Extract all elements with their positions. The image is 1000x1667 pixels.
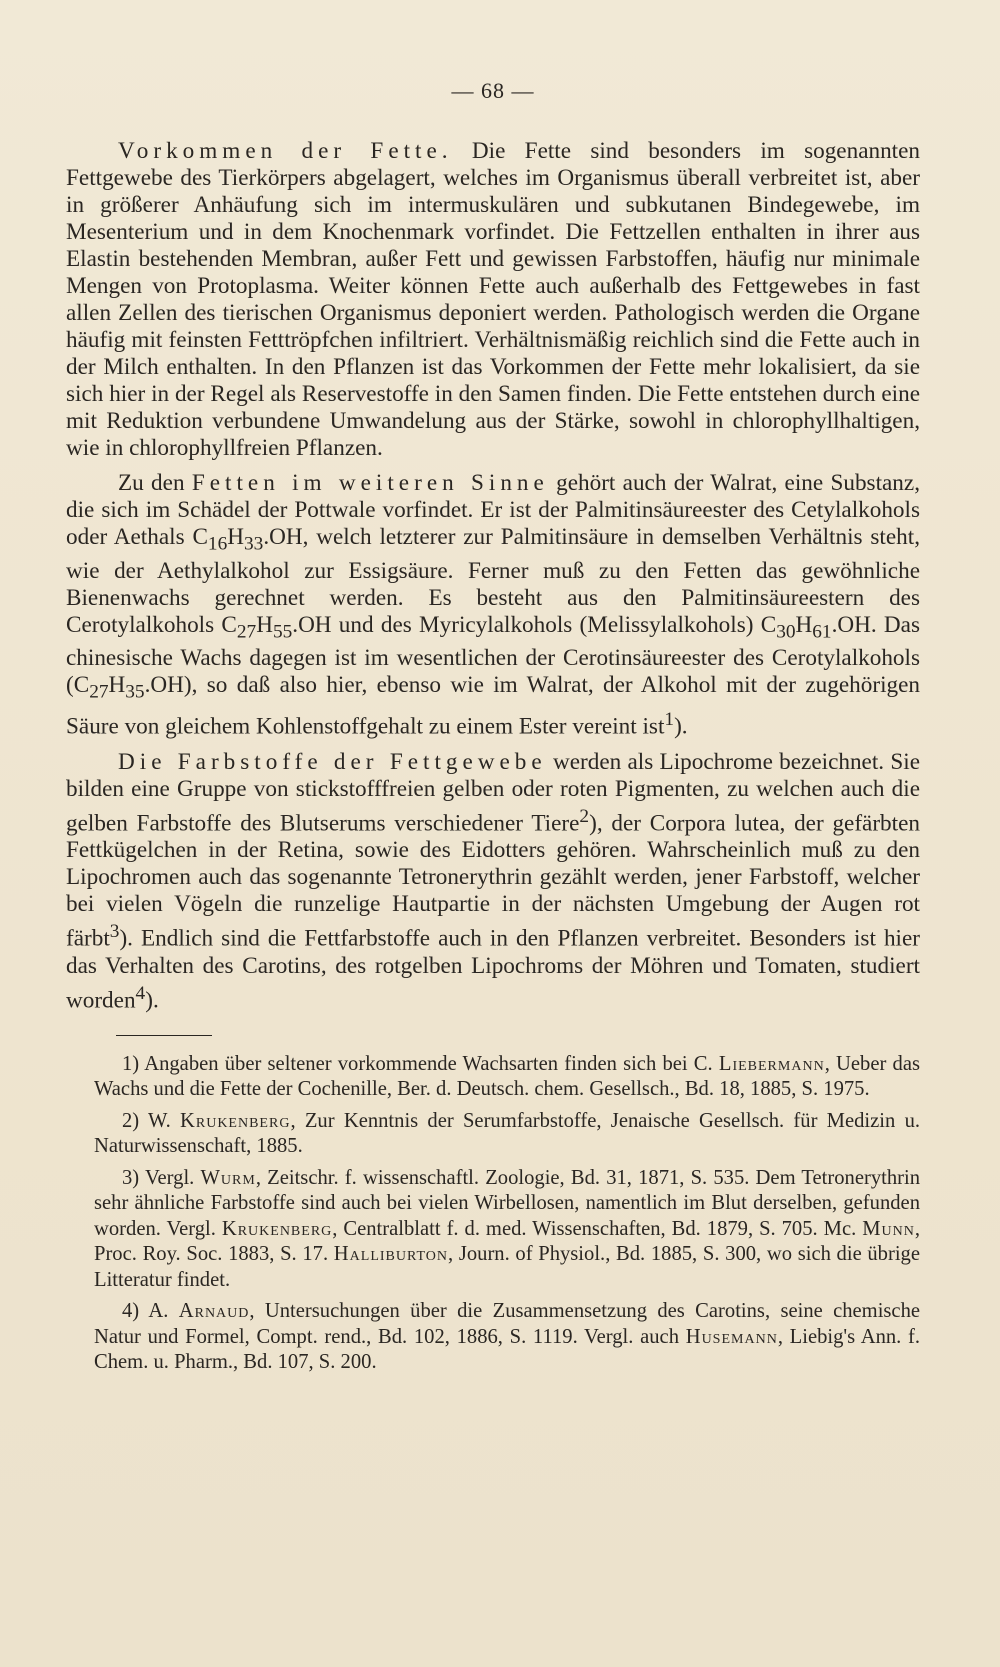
paragraph-text: H xyxy=(227,524,244,550)
formula-subscript: 27 xyxy=(236,621,257,643)
footnote-reference: 2 xyxy=(579,805,590,827)
author-name: Wurm xyxy=(200,1166,256,1189)
footnote-mark: 2) xyxy=(122,1109,149,1132)
author-name: Halliburton xyxy=(333,1243,449,1266)
formula-subscript: 33 xyxy=(244,533,264,555)
footnote-text: , Untersuchungen über die Zusammensetzung des Carotins, seine chemische Natur und Formel, Compt. rend., Bd. 102, 1886, S. 1119. Vergl. auch xyxy=(94,1300,921,1348)
footnote-mark: 1) xyxy=(122,1052,145,1075)
footnote-reference: 4 xyxy=(135,983,146,1005)
paragraph-text: Zu den xyxy=(118,470,192,496)
paragraph-farbstoffe xyxy=(66,749,920,1015)
footnote-text: , Ueber das Wachs und die Fette der Cochenille, Ber. d. Deutsch. chem. Gesellsch., Bd. 18, 1885, S. 1975. xyxy=(94,1052,920,1101)
formula-subscript: 35 xyxy=(125,681,145,703)
footnote-4 xyxy=(94,1299,920,1376)
author-name: Liebermann xyxy=(718,1052,825,1075)
author-name: Munn xyxy=(862,1217,915,1240)
paragraph-text: werden als Lipochrome bezeichnet. Sie bilden eine Gruppe von stickstofffreien gelben oder roten Pigmenten, zu welchen auch die gelben Farbstoffe des Blutserums verschiedener Tiere xyxy=(66,748,920,837)
footnote-text: , Journ. of Physiol., Bd. 1885, S. 300, wo sich die übrige Litteratur findet. xyxy=(94,1243,920,1291)
formula-subscript: 16 xyxy=(207,533,228,555)
footnote-text: W. xyxy=(148,1109,180,1132)
author-name: Husemann xyxy=(685,1325,778,1348)
section-lead: Fetten im weiteren Sinne xyxy=(191,470,549,496)
section-lead: Vorkommen der Fette. xyxy=(118,138,453,164)
paragraph-text: .OH), so daß also hier, ebenso wie im Walrat, der Alkohol mit der zugehörigen Säure von gleichem Kohlenstoffgehalt zu einem Ester vereint ist xyxy=(66,672,920,740)
footnote-text: Vergl. xyxy=(144,1166,201,1189)
footnote-text: , Proc. Roy. Soc. 1883, S. 17. xyxy=(94,1217,921,1266)
paragraph-text: H xyxy=(108,672,126,699)
formula-subscript: 27 xyxy=(89,681,109,703)
paragraph-text: ), der Corpora lutea, der gefärbten Fettkügelchen in der Retina, sowie des Eidotters gehören. Wahrscheinlich muß zu den Lipochromen auch das sogenannte Tetronerythrin gezählt werden, jener Farbstoff, welcher bei vielen Vögeln die runzelige Hautpartie in der nächsten Umgebung der Augen rot färbt xyxy=(66,810,920,953)
footnote-text: A. xyxy=(148,1300,179,1323)
author-name: Arnaud xyxy=(178,1300,250,1323)
paragraph-fette-weiteren-sinne xyxy=(66,470,920,741)
footnote-mark: 4) xyxy=(122,1300,149,1323)
formula-subscript: 55 xyxy=(272,621,293,643)
footnote-text: , Liebig's Ann. f. Chem. u. Pharm., Bd. 107, S. 200. xyxy=(94,1325,921,1374)
footnote-2 xyxy=(94,1109,920,1160)
footnote-text: , Zur Kenntnis der Serumfarbstoffe, Jenaische Gesellsch. für Medizin u. Naturwissenschaft, 1885. xyxy=(94,1109,921,1158)
footnote-text: Angaben über seltener vorkommende Wachsarten finden sich bei C. xyxy=(144,1052,719,1075)
paragraph-text: ). xyxy=(674,713,688,740)
footnote-reference: 3 xyxy=(109,921,120,943)
author-name: Krukenberg xyxy=(180,1109,291,1132)
footnotes xyxy=(66,1052,920,1376)
paragraph-text: .OH und des Myricylalkohols (Melissylalkohols) C xyxy=(292,611,777,638)
formula-subscript: 30 xyxy=(776,621,796,643)
formula-subscript: 61 xyxy=(812,621,832,643)
main-text xyxy=(66,138,920,1015)
paragraph-text: H xyxy=(795,611,813,638)
paragraph-text: .OH, welch letzterer zur Palmitinsäure in demselben Verhältnis steht, wie der Aethylalkohol zur Essigsäure. Ferner muß zu den Fetten das gewöhnliche Bienenwachs gerechnet werden. Es besteht aus den Palmitinsäureestern des Cerotylalkohols C xyxy=(66,524,920,638)
paragraph-text: ). xyxy=(145,987,159,1014)
section-lead: Die Farbstoffe der Fettgewebe xyxy=(118,748,547,775)
author-name: Krukenberg xyxy=(221,1217,333,1240)
paragraph-text: gehört auch der Walrat, eine Substanz, die sich im Schädel der Pottwale vorfindet. Er ist der Palmitinsäureester des Cetylalkohols oder Aethals C xyxy=(66,470,920,550)
footnote-1 xyxy=(94,1052,920,1103)
paragraph-text: ). Endlich sind die Fettfarbstoffe auch in den Pflanzen verbreitet. Besonders ist hier das Verhalten des Carotins, des rotgelben Lipochroms der Möhren und Tomaten, studiert worden xyxy=(66,926,920,1014)
paragraph-text: Die Fette sind besonders im sogenannten Fettgewebe des Tierkörpers abgelagert, welches im Organismus überall verbreitet ist, aber in größerer Anhäufung sich im intermuskulären und subkutanen Bindegewebe, im Mesenterium und in dem Knochenmark vorfindet. Die Fettzellen enthalten in ihrer aus Elastin bestehenden Membran, außer Fett und gewissen Farbstoffen, häufig nur minimale Mengen von Protoplasma. Weiter können Fette auch außerhalb des Fettgewebes in fast allen Zellen des tierischen Organismus deponiert werden. Pathologisch werden die Organe häufig mit feinsten Fetttröpfchen infiltriert. Verhältnismäßig reichlich sind die Fette auch in der Milch enthalten. In den Pflanzen ist das Vorkommen der Fette mehr lokalisiert, da sie sich hier in der Regel als Reservestoffe in den Samen finden. Die Fette entstehen durch eine mit Reduktion verbundene Umwandelung aus der Stärke, sowohl in chlorophyllhaltigen, wie in chlorophyllfreien Pflanzen. xyxy=(66,138,921,461)
paragraph-vorkommen xyxy=(66,138,920,462)
page-number: — 68 — xyxy=(451,78,535,103)
footnote-mark: 3) xyxy=(122,1166,145,1189)
paragraph-text: .OH. Das chinesische Wachs dagegen ist im wesentlichen der Cerotinsäureester des Cerotylalkohols (C xyxy=(66,611,920,699)
footnote-text: , Zeitschr. f. wissenschaftl. Zoologie, Bd. 31, 1871, S. 535. Dem Tetronerythrin sehr ähnliche Farbstoffe sind auch bei vielen Wirbellosen, namentlich im Blut derselben, gefunden worden. Vergl. xyxy=(94,1166,921,1240)
footnote-text: , Centralblatt f. d. med. Wissenschaften, Bd. 1879, S. 705. Mc. xyxy=(332,1217,863,1240)
footnote-divider xyxy=(116,1035,212,1036)
paragraph-text: H xyxy=(256,611,273,638)
footnote-reference: 1 xyxy=(664,708,675,730)
footnote-3 xyxy=(94,1166,920,1294)
